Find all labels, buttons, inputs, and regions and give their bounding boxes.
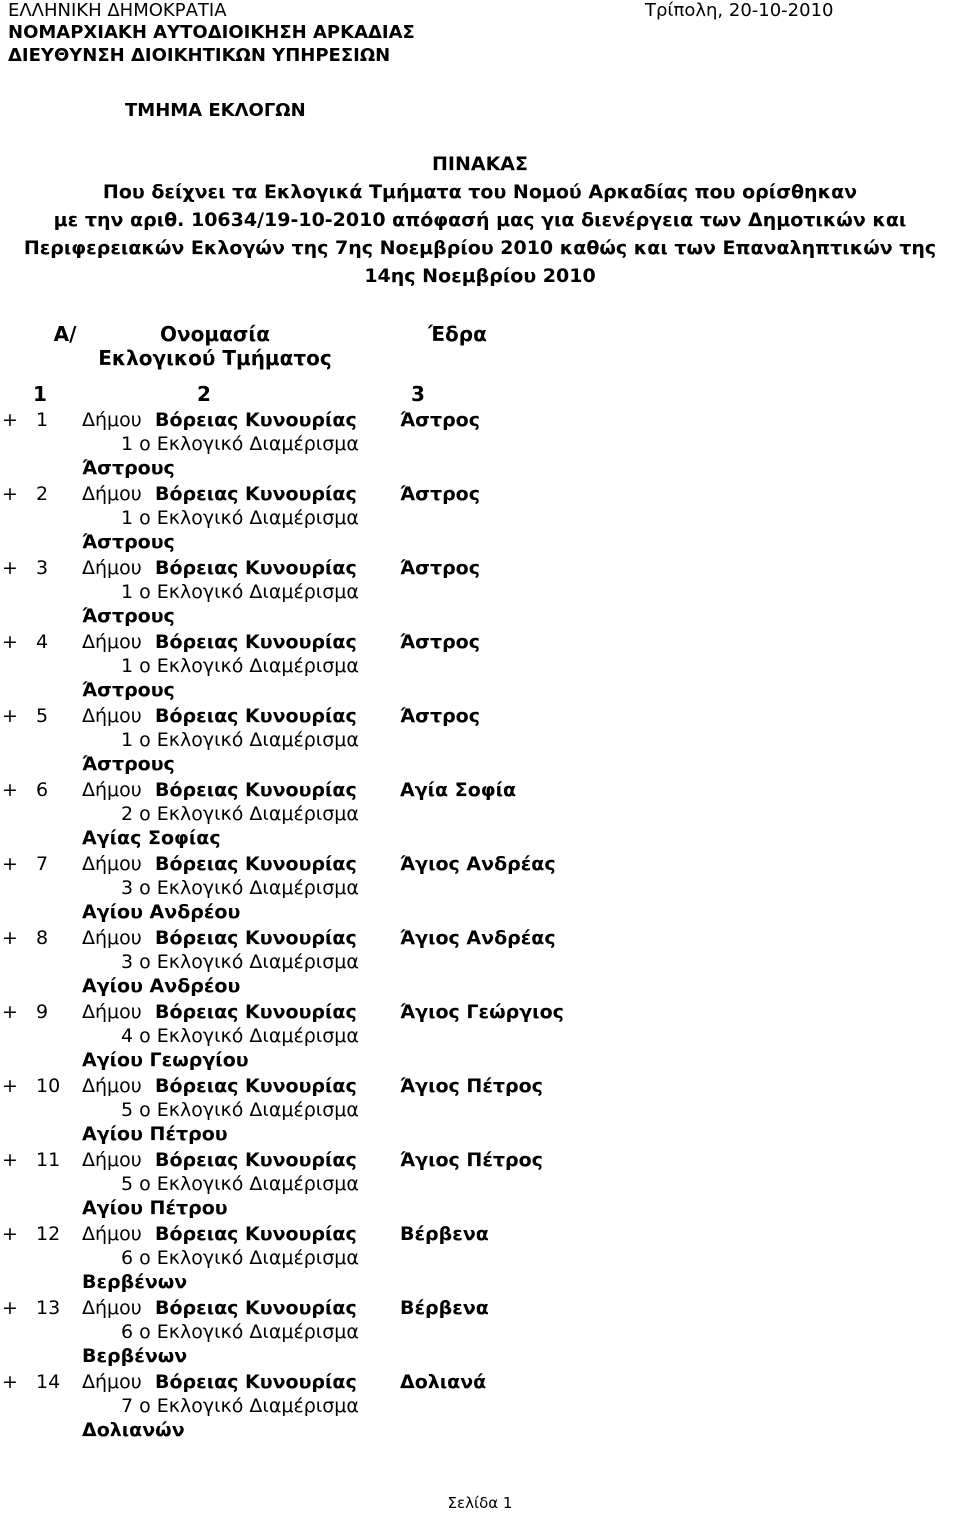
row-locality: Άστρους [82,679,175,701]
row-number: 12 [36,1223,61,1245]
row-mark: + [2,557,18,579]
row-number: 7 [36,853,49,875]
row-municipality-name: Βόρειας Κυνουρίας [155,1075,357,1097]
department-label: ΤΜΗΜΑ ΕΚΛΟΓΩΝ [125,100,306,121]
row-municipality-name: Βόρειας Κυνουρίας [155,779,357,801]
row-seat: Άγιος Γεώργιος [400,1001,564,1023]
row-district: 3 ο Εκλογικό Διαμέρισμα [121,951,359,973]
row-district: 6 ο Εκλογικό Διαμέρισμα [121,1247,359,1269]
row-number: 2 [36,483,49,505]
row-locality: Βερβένων [82,1345,188,1367]
row-locality: Άστρους [82,531,175,553]
row-district: 1 ο Εκλογικό Διαμέρισμα [121,581,359,603]
row-municipality-prefix: Δήμου [82,631,142,653]
row-number: 1 [36,409,49,431]
table-row [0,704,960,778]
republic-label: ΕΛΛΗΝΙΚΗ ΔΗΜΟΚΡΑΤΙΑ [8,0,227,21]
row-locality: Αγίου Ανδρέου [82,901,241,923]
prefecture-label: ΝΟΜΑΡΧΙΑΚΗ ΑΥΤΟΔΙΟΙΚΗΣΗ ΑΡΚΑΔΙΑΣ [8,22,415,43]
title-line-4: 14ης Νοεμβρίου 2010 [364,265,596,287]
row-seat: Άστρος [400,409,480,431]
col-header-name-line2: Εκλογικού Τμήματος [98,346,332,370]
col-number-2: 2 [197,382,211,406]
row-seat: Δολιανά [400,1371,487,1393]
row-mark: + [2,705,18,727]
row-municipality-name: Βόρειας Κυνουρίας [155,409,357,431]
row-number: 6 [36,779,49,801]
title-line-1: Που δείχνει τα Εκλογικά Τμήματα του Νομού Αρκαδίας που ορίσθηκαν [102,181,858,203]
row-municipality-prefix: Δήμου [82,779,142,801]
row-municipality-prefix: Δήμου [82,557,142,579]
row-locality: Δολιανών [82,1419,185,1441]
row-municipality-prefix: Δήμου [82,1075,142,1097]
row-number: 13 [36,1297,61,1319]
table-row [0,482,960,556]
row-municipality-prefix: Δήμου [82,1001,142,1023]
row-municipality-name: Βόρειας Κυνουρίας [155,1371,357,1393]
table-row [0,1000,960,1074]
row-seat: Άγιος Πέτρος [400,1075,543,1097]
col-number-3: 3 [411,382,425,406]
row-municipality-name: Βόρειας Κυνουρίας [155,483,357,505]
table-row [0,556,960,630]
row-number: 3 [36,557,49,579]
row-municipality-name: Βόρειας Κυνουρίας [155,557,357,579]
row-mark: + [2,1001,18,1023]
row-municipality-name: Βόρειας Κυνουρίας [155,631,357,653]
table-row [0,1148,960,1222]
row-seat: Άγιος Ανδρέας [400,927,556,949]
row-locality: Άστρους [82,753,175,775]
row-locality: Αγίου Ανδρέου [82,975,241,997]
row-district: 1 ο Εκλογικό Διαμέρισμα [121,655,359,677]
row-district: 1 ο Εκλογικό Διαμέρισμα [121,507,359,529]
table-row [0,1074,960,1148]
row-seat: Άστρος [400,705,480,727]
row-municipality-name: Βόρειας Κυνουρίας [155,1223,357,1245]
row-municipality-prefix: Δήμου [82,927,142,949]
row-district: 2 ο Εκλογικό Διαμέρισμα [121,803,359,825]
row-mark: + [2,1297,18,1319]
row-mark: + [2,927,18,949]
row-municipality-prefix: Δήμου [82,853,142,875]
row-municipality-prefix: Δήμου [82,1223,142,1245]
row-number: 9 [36,1001,49,1023]
row-district: 5 ο Εκλογικό Διαμέρισμα [121,1173,359,1195]
row-locality: Αγίου Πέτρου [82,1197,228,1219]
row-locality: Άστρους [82,605,175,627]
row-mark: + [2,631,18,653]
row-district: 5 ο Εκλογικό Διαμέρισμα [121,1099,359,1121]
table-row [0,408,960,482]
row-number: 10 [36,1075,61,1097]
row-seat: Αγία Σοφία [400,779,517,801]
table-row [0,630,960,704]
row-locality: Αγίου Πέτρου [82,1123,228,1145]
row-number: 4 [36,631,49,653]
row-mark: + [2,853,18,875]
row-seat: Βέρβενα [400,1297,489,1319]
row-district: 1 ο Εκλογικό Διαμέρισμα [121,433,359,455]
table-row [0,1296,960,1370]
directorate-label: ΔΙΕΥΘΥΝΣΗ ΔΙΟΙΚΗΤΙΚΩΝ ΥΠΗΡΕΣΙΩΝ [8,45,391,66]
row-municipality-prefix: Δήμου [82,705,142,727]
row-district: 3 ο Εκλογικό Διαμέρισμα [121,877,359,899]
row-municipality-name: Βόρειας Κυνουρίας [155,853,357,875]
row-number: 8 [36,927,49,949]
row-mark: + [2,1223,18,1245]
row-mark: + [2,409,18,431]
title-line-2: με την αριθ. 10634/19-10-2010 απόφασή μας για διενέργεια των Δημοτικών και [53,209,907,231]
row-municipality-prefix: Δήμου [82,1297,142,1319]
row-mark: + [2,1371,18,1393]
table-row [0,1222,960,1296]
title-line-3: Περιφερειακών Εκλογών της 7ης Νοεμβρίου 2010 καθώς και των Επαναληπτικών της [23,237,937,259]
row-district: 4 ο Εκλογικό Διαμέρισμα [121,1025,359,1047]
row-municipality-name: Βόρειας Κυνουρίας [155,1001,357,1023]
row-locality: Βερβένων [82,1271,188,1293]
row-seat: Άγιος Ανδρέας [400,853,556,875]
row-locality: Αγίας Σοφίας [82,827,221,849]
col-header-name-line1: Ονομασία [160,322,270,346]
row-mark: + [2,1075,18,1097]
row-district: 1 ο Εκλογικό Διαμέρισμα [121,729,359,751]
row-municipality-name: Βόρειας Κυνουρίας [155,705,357,727]
page-number: Σελίδα 1 [447,1494,513,1512]
row-district: 7 ο Εκλογικό Διαμέρισμα [121,1395,359,1417]
table-heading: ΠΙΝΑΚΑΣ [432,153,528,175]
row-mark: + [2,779,18,801]
table-row [0,852,960,926]
row-municipality-name: Βόρειας Κυνουρίας [155,927,357,949]
row-municipality-prefix: Δήμου [82,483,142,505]
row-number: 14 [36,1371,61,1393]
row-seat: Άγιος Πέτρος [400,1149,543,1171]
row-district: 6 ο Εκλογικό Διαμέρισμα [121,1321,359,1343]
col-number-1: 1 [33,382,47,406]
row-municipality-name: Βόρειας Κυνουρίας [155,1149,357,1171]
table-row [0,778,960,852]
table-row [0,926,960,1000]
place-date: Τρίπολη, 20-10-2010 [645,0,834,21]
row-locality: Άστρους [82,457,175,479]
row-municipality-prefix: Δήμου [82,409,142,431]
row-municipality-prefix: Δήμου [82,1149,142,1171]
row-seat: Άστρος [400,483,480,505]
row-mark: + [2,483,18,505]
row-municipality-prefix: Δήμου [82,1371,142,1393]
row-number: 5 [36,705,49,727]
row-seat: Άστρος [400,557,480,579]
row-locality: Αγίου Γεωργίου [82,1049,249,1071]
table-row [0,1370,960,1444]
col-header-seat: Έδρα [428,322,487,346]
row-mark: + [2,1149,18,1171]
row-seat: Βέρβενα [400,1223,489,1245]
row-seat: Άστρος [400,631,480,653]
row-number: 11 [36,1149,61,1171]
col-header-index: Α/ [53,322,77,346]
row-municipality-name: Βόρειας Κυνουρίας [155,1297,357,1319]
